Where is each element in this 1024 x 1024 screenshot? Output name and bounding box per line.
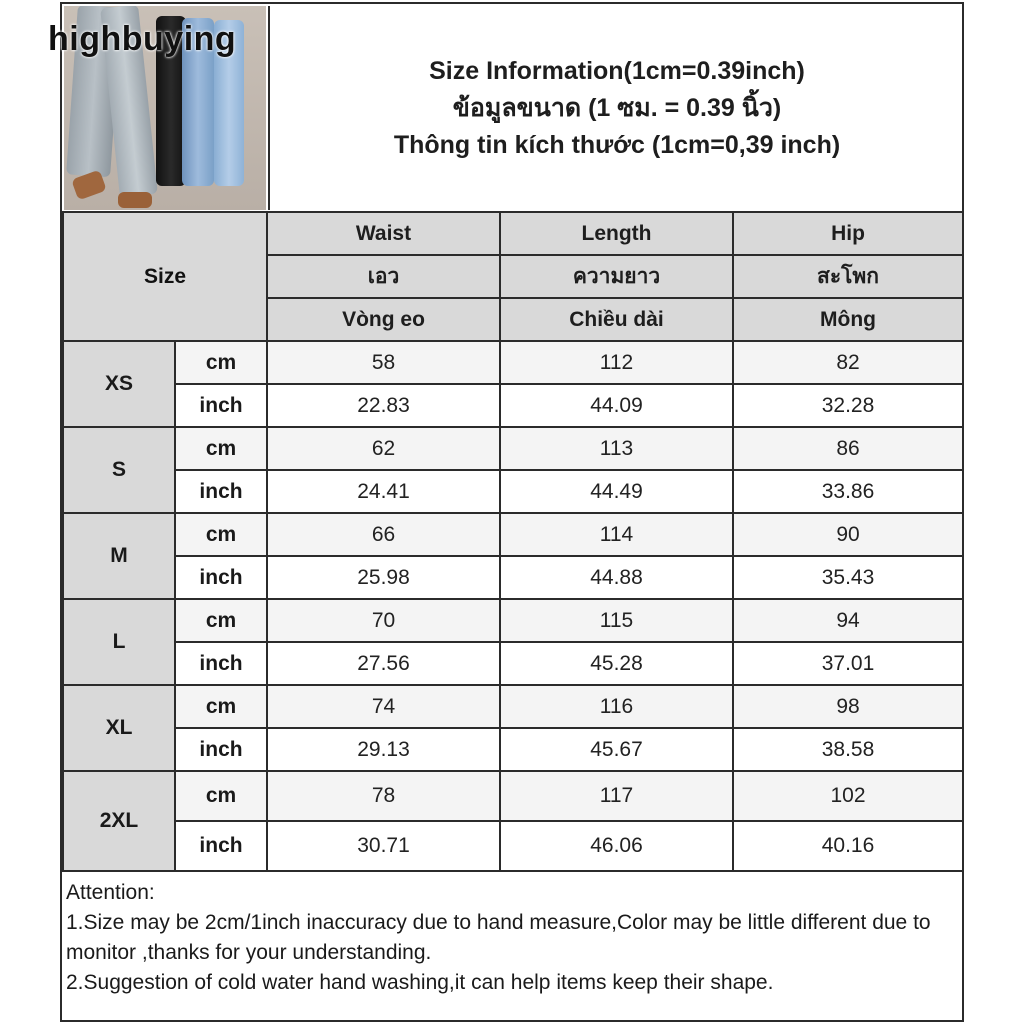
- table-row: [63, 513, 963, 556]
- col-length-en: Length: [500, 212, 733, 255]
- unit-cm: cm: [175, 685, 267, 728]
- table-row: [63, 341, 963, 384]
- unit-cm: cm: [175, 599, 267, 642]
- col-hip-en: Hip: [733, 212, 963, 255]
- table-row: [63, 642, 963, 685]
- size-table: [62, 211, 964, 872]
- col-hip-th: สะโพก: [733, 255, 963, 298]
- length-cm: 112: [500, 341, 733, 384]
- unit-inch: inch: [175, 556, 267, 599]
- hip-inch: 40.16: [733, 821, 963, 871]
- attention-notes: [66, 878, 956, 998]
- model-shoe-right: [118, 192, 152, 208]
- waist-cm: 78: [267, 771, 500, 821]
- length-inch: 46.06: [500, 821, 733, 871]
- col-waist-vi: Vòng eo: [267, 298, 500, 341]
- attention-note-2: 2.Suggestion of cold water hand washing,it can help items keep their shape.: [66, 971, 774, 994]
- size-name: M: [63, 513, 175, 599]
- size-name: L: [63, 599, 175, 685]
- waist-inch: 25.98: [267, 556, 500, 599]
- waist-cm: 66: [267, 513, 500, 556]
- waist-cm: 58: [267, 341, 500, 384]
- title-thai: ข้อมูลขนาด (1 ซม. = 0.39 นิ้ว): [452, 93, 782, 122]
- length-cm: 117: [500, 771, 733, 821]
- unit-inch: inch: [175, 470, 267, 513]
- waist-inch: 27.56: [267, 642, 500, 685]
- unit-cm: cm: [175, 513, 267, 556]
- unit-cm: cm: [175, 341, 267, 384]
- unit-inch: inch: [175, 384, 267, 427]
- waist-inch: 29.13: [267, 728, 500, 771]
- table-row: [63, 427, 963, 470]
- col-waist-en: Waist: [267, 212, 500, 255]
- table-row: [63, 771, 963, 821]
- table-row: [63, 685, 963, 728]
- col-length-vi: Chiều dài: [500, 298, 733, 341]
- unit-cm: cm: [175, 771, 267, 821]
- col-hip-vi: Mông: [733, 298, 963, 341]
- waist-cm: 62: [267, 427, 500, 470]
- unit-cm: cm: [175, 427, 267, 470]
- hip-cm: 94: [733, 599, 963, 642]
- hip-inch: 33.86: [733, 470, 963, 513]
- size-name: 2XL: [63, 771, 175, 871]
- waist-inch: 24.41: [267, 470, 500, 513]
- table-row: [63, 470, 963, 513]
- hip-cm: 82: [733, 341, 963, 384]
- table-row: [63, 556, 963, 599]
- length-cm: 115: [500, 599, 733, 642]
- hip-inch: 35.43: [733, 556, 963, 599]
- length-cm: 116: [500, 685, 733, 728]
- length-cm: 114: [500, 513, 733, 556]
- attention-heading: Attention:: [66, 881, 155, 904]
- length-inch: 44.88: [500, 556, 733, 599]
- table-row: [63, 728, 963, 771]
- hip-cm: 98: [733, 685, 963, 728]
- size-chart: [60, 2, 964, 1022]
- waist-inch: 22.83: [267, 384, 500, 427]
- hip-inch: 32.28: [733, 384, 963, 427]
- watermark-text: highbuying: [48, 20, 237, 58]
- hip-cm: 86: [733, 427, 963, 470]
- length-inch: 44.49: [500, 470, 733, 513]
- hip-cm: 90: [733, 513, 963, 556]
- size-header: Size: [63, 212, 267, 341]
- length-inch: 45.67: [500, 728, 733, 771]
- title-vietnamese: Thông tin kích thước (1cm=0,39 inch): [393, 130, 841, 159]
- unit-inch: inch: [175, 642, 267, 685]
- header-row-english: [63, 212, 963, 255]
- size-name: S: [63, 427, 175, 513]
- hip-cm: 102: [733, 771, 963, 821]
- hip-inch: 38.58: [733, 728, 963, 771]
- size-name: XL: [63, 685, 175, 771]
- attention-note-1: 1.Size may be 2cm/1inch inaccuracy due to hand measure,Color may be little different due to monitor ,thanks for your understanding.: [66, 911, 931, 964]
- hip-inch: 37.01: [733, 642, 963, 685]
- title-english: Size Information(1cm=0.39inch): [429, 56, 805, 85]
- length-cm: 113: [500, 427, 733, 470]
- length-inch: 45.28: [500, 642, 733, 685]
- table-row: [63, 384, 963, 427]
- waist-cm: 70: [267, 599, 500, 642]
- col-length-th: ความยาว: [500, 255, 733, 298]
- waist-cm: 74: [267, 685, 500, 728]
- size-info-title: [268, 6, 964, 210]
- waist-inch: 30.71: [267, 821, 500, 871]
- table-row: [63, 821, 963, 871]
- col-waist-th: เอว: [267, 255, 500, 298]
- length-inch: 44.09: [500, 384, 733, 427]
- size-name: XS: [63, 341, 175, 427]
- unit-inch: inch: [175, 728, 267, 771]
- table-row: [63, 599, 963, 642]
- unit-inch: inch: [175, 821, 267, 871]
